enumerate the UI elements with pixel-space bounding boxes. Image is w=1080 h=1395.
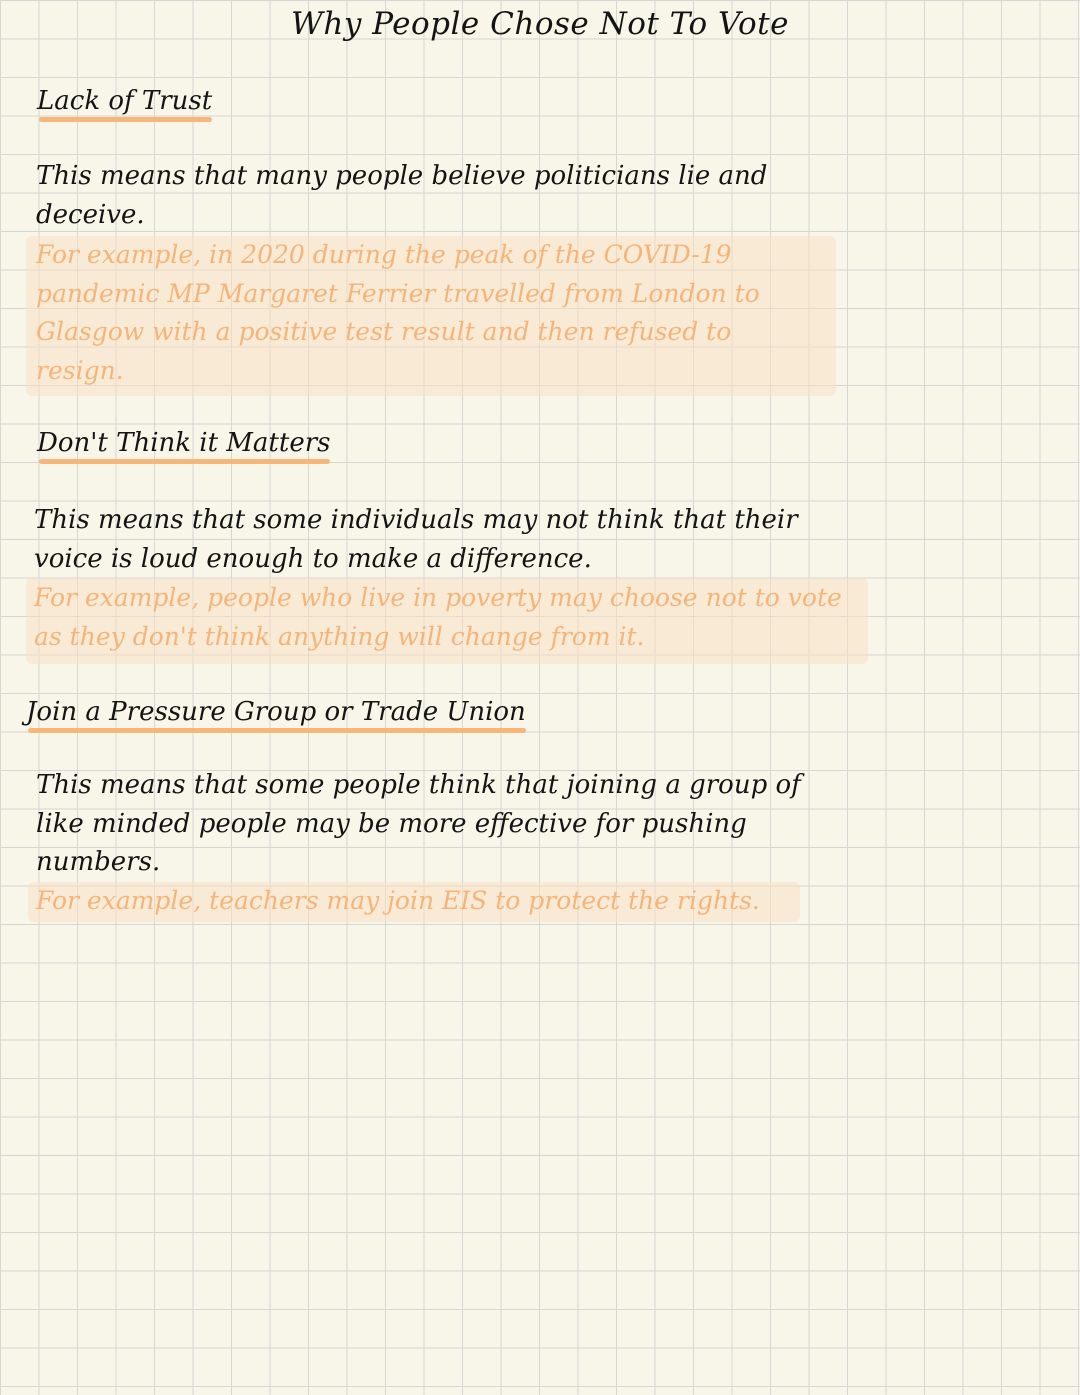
heading-underline [39,117,212,122]
section-heading-text: Join a Pressure Group or Trade Union [26,697,526,727]
section-example-lack-of-trust: For example, in 2020 during the peak of the COVID-19 pandemic MP Margaret Ferrier travelled from London to Glasgow with a positive test result and then refused to resign. [36,240,760,385]
page-title: Why People Chose Not To Vote [291,6,789,42]
section-heading-join-a-group [26,697,526,727]
section-body-join-a-group: This means that some people think that joining a group of like minded people may be more effective for pushing numbers. [36,770,801,877]
section-body-dont-think-it-matters: This means that some individuals may not think that their voice is loud enough to make a difference. [34,505,798,574]
section-example-join-a-group: For example, teachers may join EIS to protect the rights. [36,886,760,915]
section-example-dont-think-it-matters: For example, people who live in poverty may choose not to vote as they don't think anything will change from it. [34,583,842,651]
heading-underline [39,459,330,464]
section-heading-text: Lack of Trust [37,86,213,116]
section-heading-text: Don't Think it Matters [37,428,331,458]
section-body-lack-of-trust: This means that many people believe politicians lie and deceive. [36,161,768,230]
heading-underline [28,728,526,733]
section-heading-dont-think-it-matters [37,428,330,458]
section-heading-lack-of-trust [37,86,212,116]
